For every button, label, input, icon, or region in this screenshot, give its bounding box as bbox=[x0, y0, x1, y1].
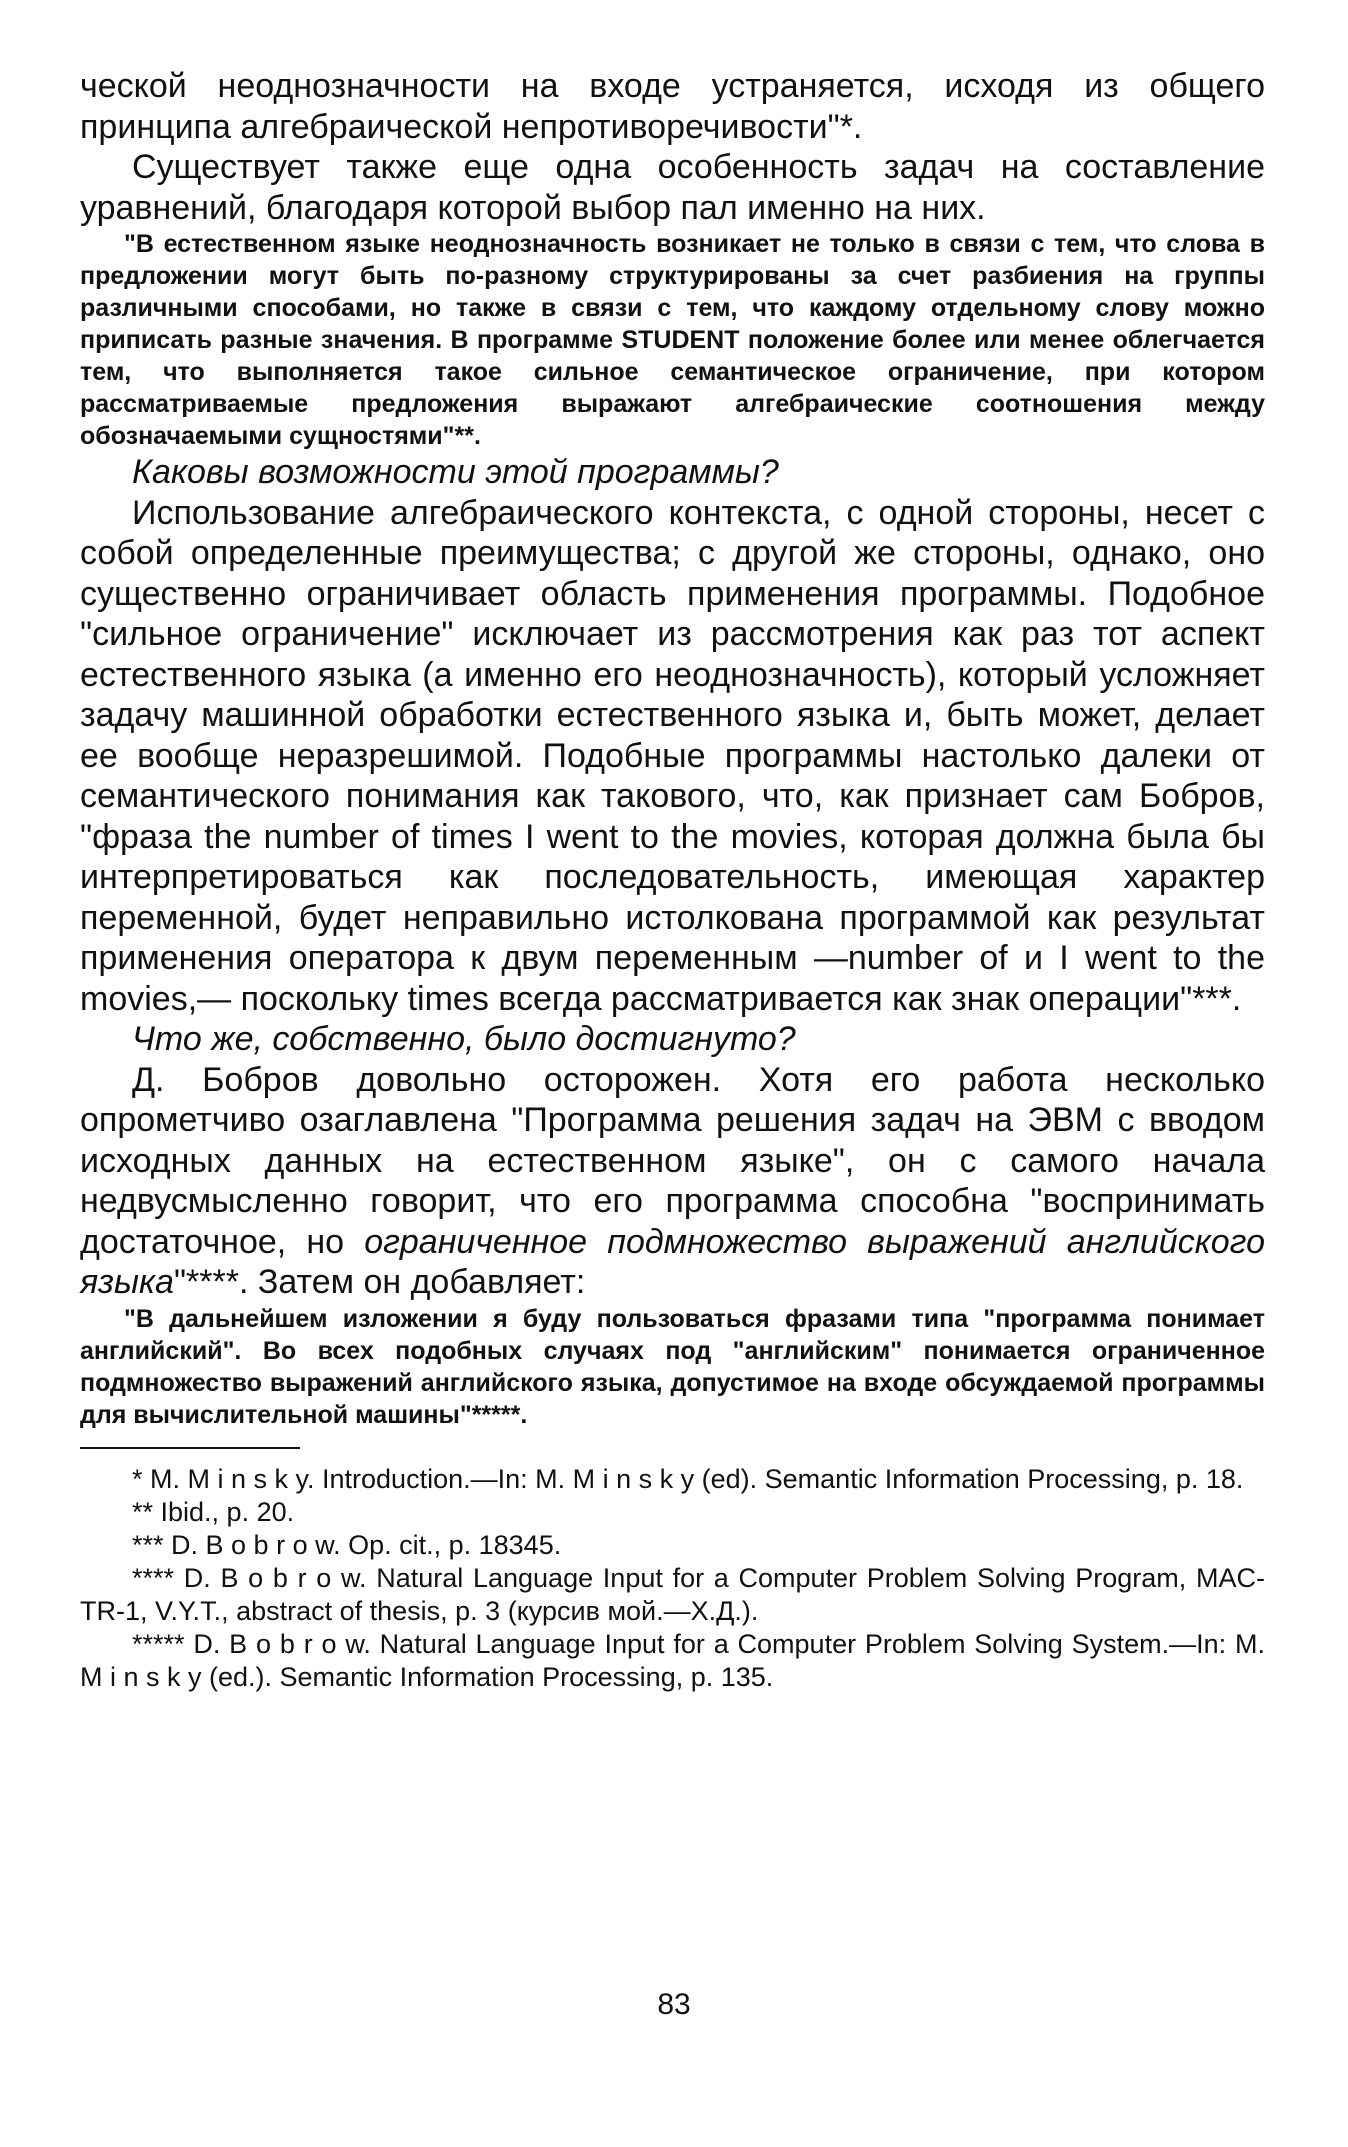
footnote-5: ***** D. B o b r o w. Natural Language Input for a Computer Problem Solving System.—In: M. M i n s k y (ed.). Semantic Information Processing, p. 135. bbox=[80, 1628, 1265, 1692]
paragraph-continuation: ческой неоднозначности на входе устраняется, исходя из общего принципа алгебраической непротиворечивости"*. bbox=[80, 67, 1265, 146]
footnote-divider bbox=[80, 1447, 300, 1449]
block-quote-english: "В дальнейшем изложении я буду пользоваться фразами типа "программа понимает английский". Во всех подобных случаях под "английским" понимается ограниченное подмножество выражений английского языка, допустимое на входе обсуждаемой программы для вычислительной машины"*****. bbox=[80, 1304, 1265, 1429]
paragraph-bobrow-italic: ограниченное подмножество выражений английского языка bbox=[80, 1222, 1265, 1301]
section-heading-achievement: Что же, собственно, было достигнуто? bbox=[132, 1020, 796, 1058]
footnote-3: *** D. B o b r o w. Op. cit., p. 18345. bbox=[132, 1529, 562, 1560]
footnote-4: **** D. B o b r o w. Natural Language Input for a Computer Problem Solving Program, MAC-TR-1, V.Y.T., abstract of thesis, p. 3 (курсив мой.—Х.Д.). bbox=[80, 1562, 1265, 1626]
page-number: 83 bbox=[657, 1988, 691, 2021]
section-heading-capabilities: Каковы возможности этой программы? bbox=[132, 453, 779, 491]
footnote-2: ** Ibid., p. 20. bbox=[132, 1496, 295, 1527]
footnote-1: * M. M i n s k y. Introduction.—In: M. M i n s k y (ed). Semantic Information Processing, p. 18. bbox=[132, 1463, 1244, 1494]
paragraph-bobrow-start: Д. Бобров довольно осторожен. Хотя его работа несколько опрометчиво озаглавлена "Программа решения задач на ЭВМ с вводом исходных данных на естественном языке", он с самого начала недвусмысленно говорит, что его программа способна "воспринимать достаточное, но bbox=[80, 1060, 1265, 1261]
block-quote-ambiguity: "В естественном языке неоднозначность возникает не только в связи с тем, что слова в предложении могут быть по-разному структурированы за счет разбиения на группы различными способами, но также в связи с тем, что каждому отдельному слову можно приписать разные значения. В программе STUDENT положение более или менее облегчается тем, что выполняется такое сильное семантическое ограничение, при котором рассматриваемые предложения выражают алгебраические соотношения между обозначаемыми сущностями"**. bbox=[80, 230, 1265, 450]
paragraph-feature: Существует также еще одна особенность задач на составление уравнений, благодаря которой выбор пал именно на них. bbox=[80, 148, 1265, 227]
paragraph-bobrow-end: "****. Затем он добавляет: bbox=[173, 1263, 586, 1301]
paragraph-bobrow bbox=[80, 1060, 1265, 1303]
page-body bbox=[80, 66, 1265, 1694]
paragraph-algebraic-context: Использование алгебраического контекста, с одной стороны, несет с собой определенные преимущества; с другой же стороны, однако, оно существенно ограничивает область применения программы. Подобное "сильное ограничение" исключает из рассмотрения как раз тот аспект естественного языка (а именно его неоднозначность), который усложняет задачу машинной обработки естественного языка и, быть может, делает ее вообще неразрешимой. Подобные программы настолько далеки от семантического понимания как такового, что, как признает сам Бобров, "фраза the number of times I went to the movies, которая должна была бы интерпретироваться как последовательность, имеющая характер переменной, будет неправильно истолкована программой как результат применения оператора к двум переменным —number of и I went to the movies,— поскольку times всегда рассматривается как знак операции"***. bbox=[80, 493, 1265, 1018]
